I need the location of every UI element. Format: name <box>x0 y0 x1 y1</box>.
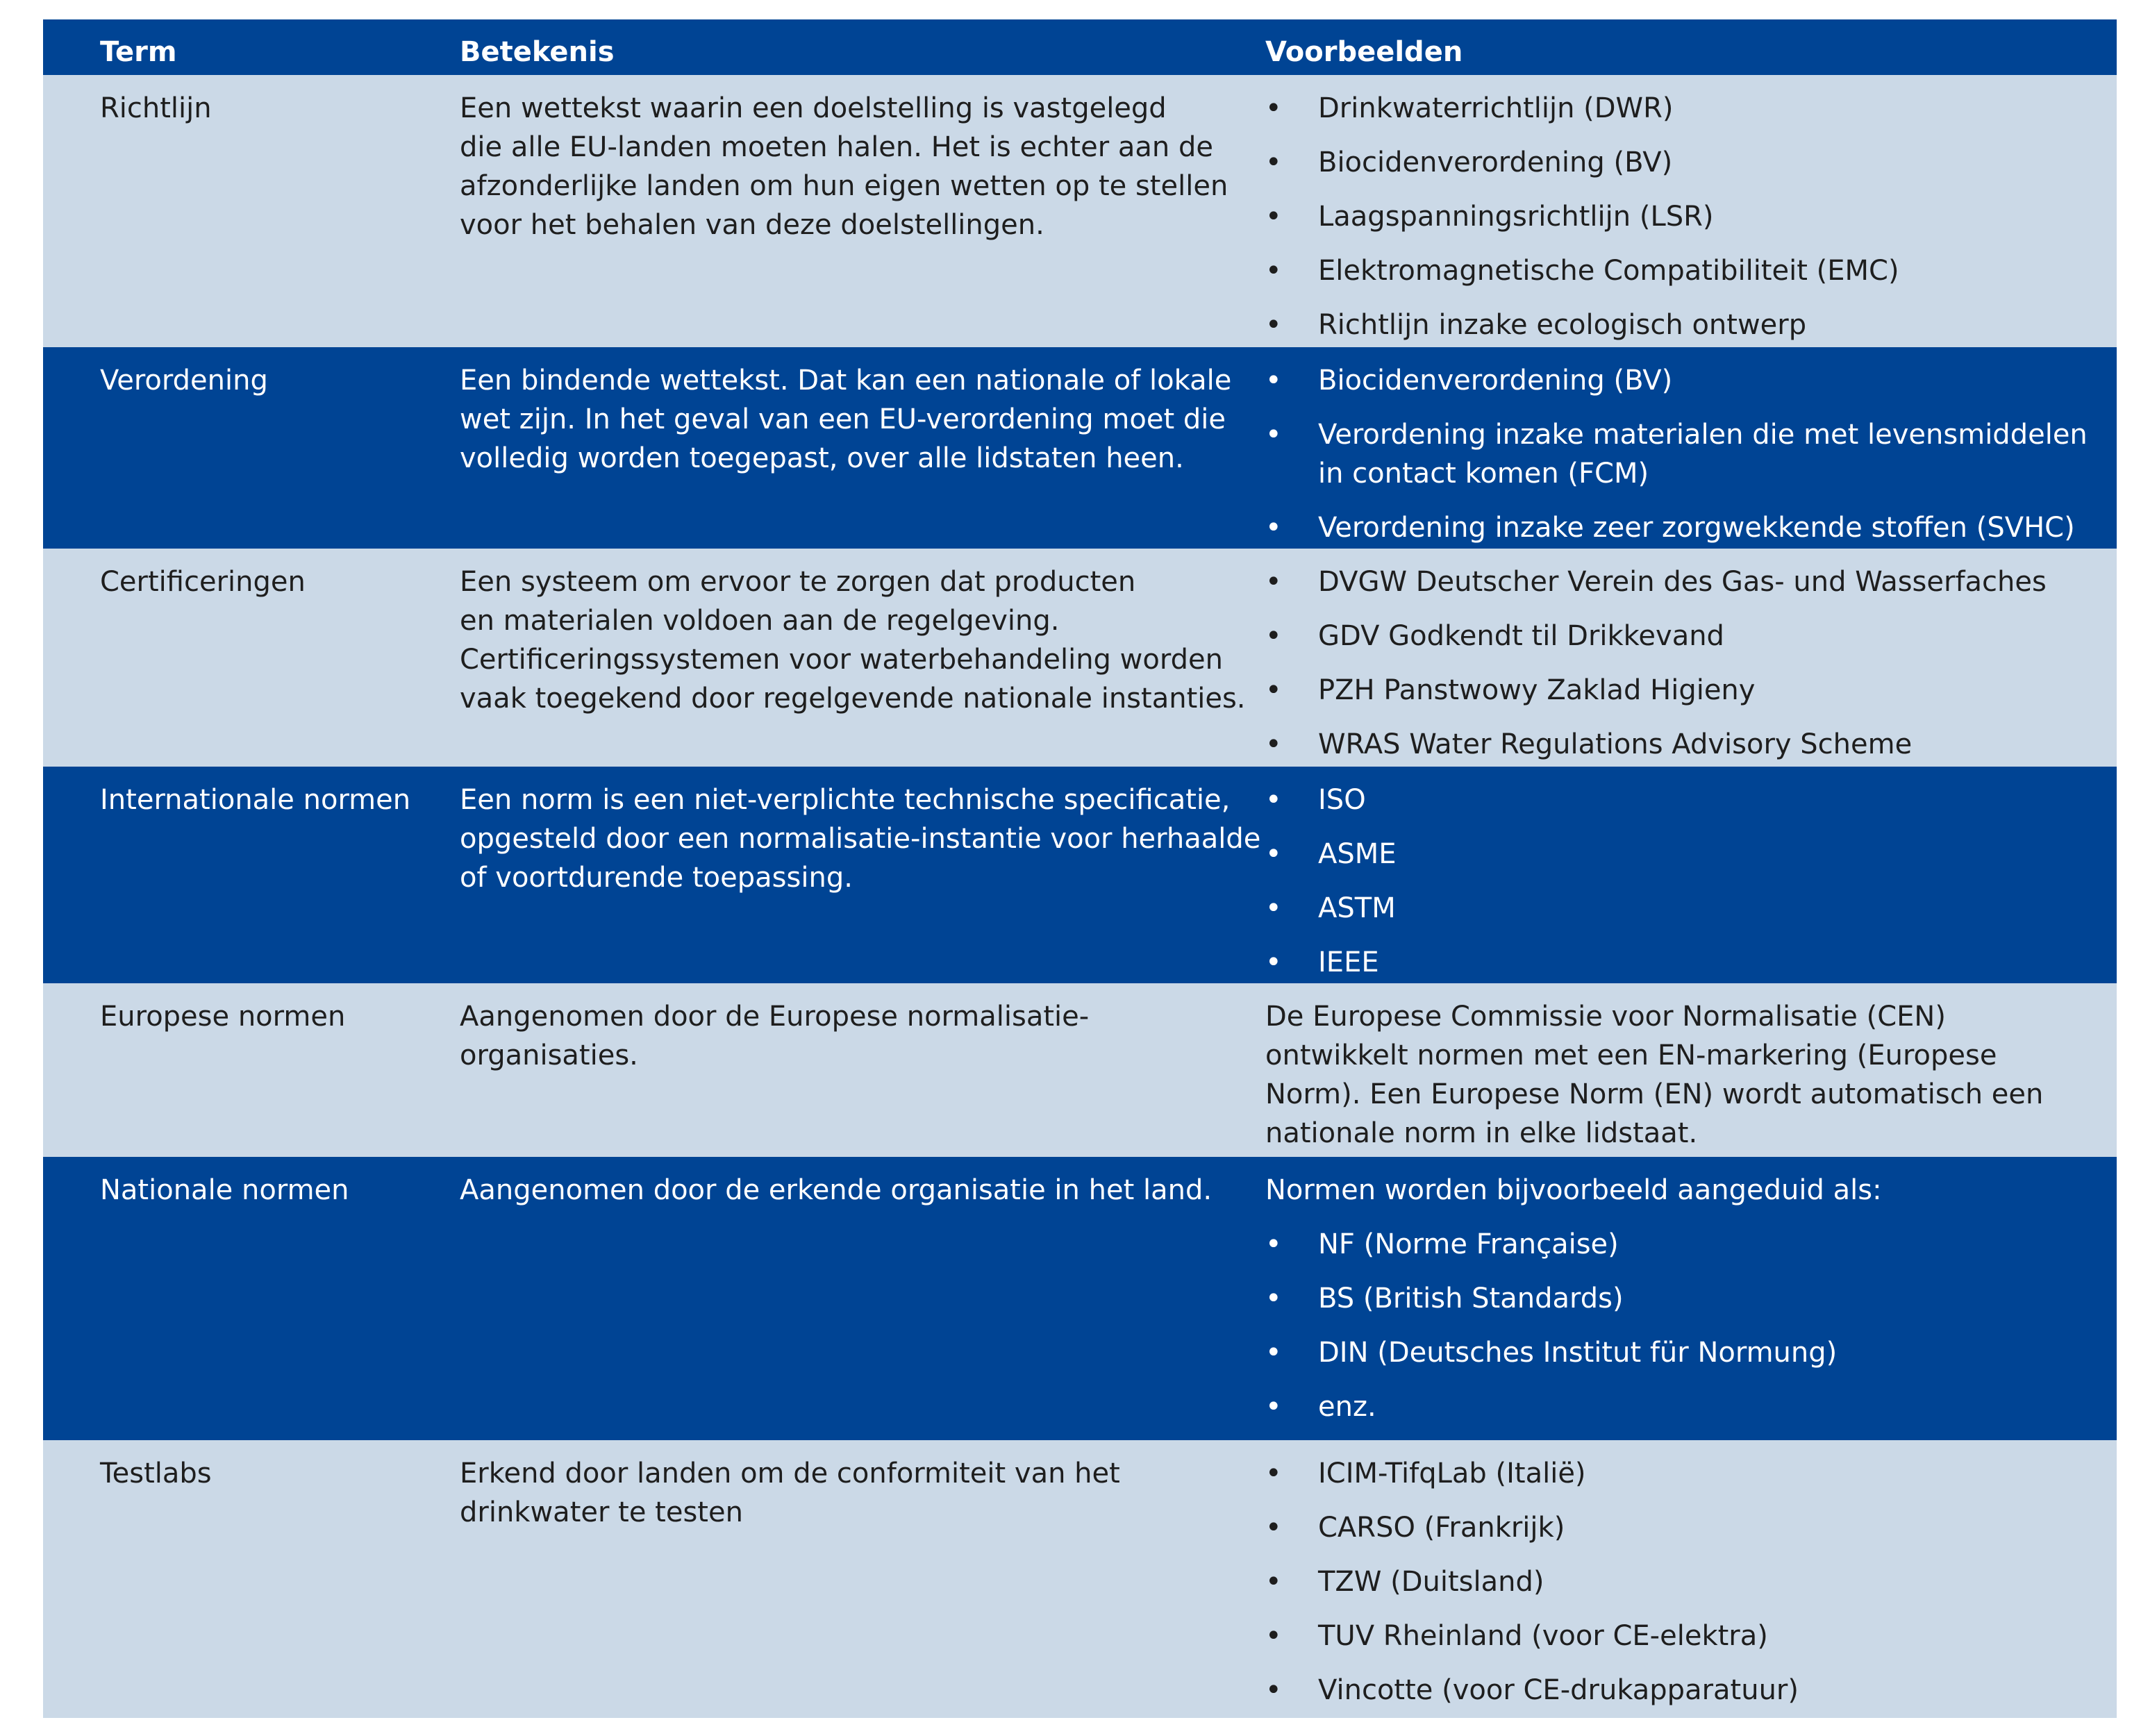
row-term: Certificeringen <box>100 566 306 598</box>
example-item: • TZW (Duitsland) <box>1265 1562 2106 1601</box>
example-item: • TUV Rheinland (voor CE-elektra) <box>1265 1617 2106 1655</box>
example-item: • Verordening inzake materialen die met levensmiddelen in contact komen (FCM) <box>1265 415 2106 493</box>
example-item: • CARSO (Frankrijk) <box>1265 1508 2106 1547</box>
row-meaning: Aangenomen door de Europese normalisatie- organisaties. <box>460 1001 1090 1071</box>
example-item: • Biocidenverordening (BV) <box>1265 361 2106 400</box>
table-row <box>43 1157 2117 1440</box>
examples-intro: Normen worden bijvoorbeeld aangeduid als: <box>1265 1174 1882 1206</box>
table-header <box>43 19 2117 75</box>
example-item: • GDV Godkendt til Drikkevand <box>1265 617 2106 656</box>
row-meaning: Een bindende wettekst. Dat kan een nationale of lokale wet zijn. In het geval van een EU-verordening moet die volledig worden toegepast, over alle lidstaten heen. <box>460 365 1232 474</box>
row-term: Internationale normen <box>100 784 411 816</box>
row-meaning: Een wettekst waarin een doelstelling is vastgelegd die alle EU-landen moeten halen. Het is echter aan de afzonderlijke landen om hun eigen wetten op te stellen voor het behalen van deze doelstellingen. <box>460 92 1228 241</box>
row-examples <box>1265 361 2106 562</box>
example-item: • PZH Panstwowy Zaklad Higieny <box>1265 671 2106 710</box>
example-item: • DIN (Deutsches Institut für Normung) <box>1265 1333 2106 1372</box>
table-row <box>43 1440 2117 1718</box>
header-meaning: Betekenis <box>460 36 615 68</box>
example-item: • Verordening inzake zeer zorgwekkende stoffen (SVHC) <box>1265 508 2106 547</box>
row-examples <box>1265 562 2106 779</box>
example-item: • IEEE <box>1265 943 2106 982</box>
example-item: • Biocidenverordening (BV) <box>1265 143 2106 182</box>
row-examples <box>1265 89 2106 360</box>
example-item: • ICIM-TifqLab (Italië) <box>1265 1454 2106 1493</box>
row-meaning: Een norm is een niet-verplichte technische specificatie, opgesteld door een normalisatie-instantie voor herhaalde of voortdurende toepassing. <box>460 784 1261 894</box>
row-examples <box>1265 781 2106 997</box>
row-term: Testlabs <box>100 1458 212 1489</box>
table-row <box>43 767 2117 983</box>
example-item: • ASME <box>1265 835 2106 874</box>
table-row <box>43 347 2117 549</box>
example-item: • enz. <box>1265 1387 2106 1426</box>
header-term: Term <box>100 36 177 68</box>
example-item: • Vincotte (voor CE-drukapparatuur) <box>1265 1671 2106 1710</box>
row-examples <box>1265 1171 2106 1442</box>
row-examples-text: De Europese Commissie voor Normalisatie (CEN) ontwikkelt normen met een EN-markering (Europese Norm). Een Europese Norm (EN) wordt automatisch een nationale norm in elke lidstaat. <box>1265 1001 2044 1149</box>
table-row <box>43 549 2117 767</box>
row-meaning: Een systeem om ervoor te zorgen dat producten en materialen voldoen aan de regelgeving. Certificeringssystemen voor waterbehandeling worden vaak toegekend door regelgevende nationale instanties. <box>460 566 1246 715</box>
row-meaning: Erkend door landen om de conformiteit van het drinkwater te testen <box>460 1458 1120 1528</box>
row-term: Verordening <box>100 365 268 397</box>
example-item: • ASTM <box>1265 889 2106 928</box>
example-item: • NF (Norme Française) <box>1265 1225 2106 1264</box>
example-item: • Richtlijn inzake ecologisch ontwerp <box>1265 306 2106 344</box>
row-term: Nationale normen <box>100 1174 349 1206</box>
row-examples <box>1265 1454 2106 1725</box>
example-item: • Elektromagnetische Compatibiliteit (EMC) <box>1265 251 2106 290</box>
example-item: • ISO <box>1265 781 2106 819</box>
example-item: • WRAS Water Regulations Advisory Scheme <box>1265 725 2106 764</box>
header-examples: Voorbeelden <box>1265 36 1463 68</box>
table-row <box>43 983 2117 1157</box>
row-meaning: Aangenomen door de erkende organisatie in het land. <box>460 1174 1213 1206</box>
regulations-table <box>43 19 2117 1718</box>
example-item: • DVGW Deutscher Verein des Gas- und Wasserfaches <box>1265 562 2106 601</box>
table-row <box>43 75 2117 347</box>
example-item: • Laagspanningsrichtlijn (LSR) <box>1265 197 2106 236</box>
example-item: • Drinkwaterrichtlijn (DWR) <box>1265 89 2106 128</box>
row-term: Richtlijn <box>100 92 212 124</box>
example-item: • BS (British Standards) <box>1265 1279 2106 1318</box>
row-term: Europese normen <box>100 1001 346 1033</box>
